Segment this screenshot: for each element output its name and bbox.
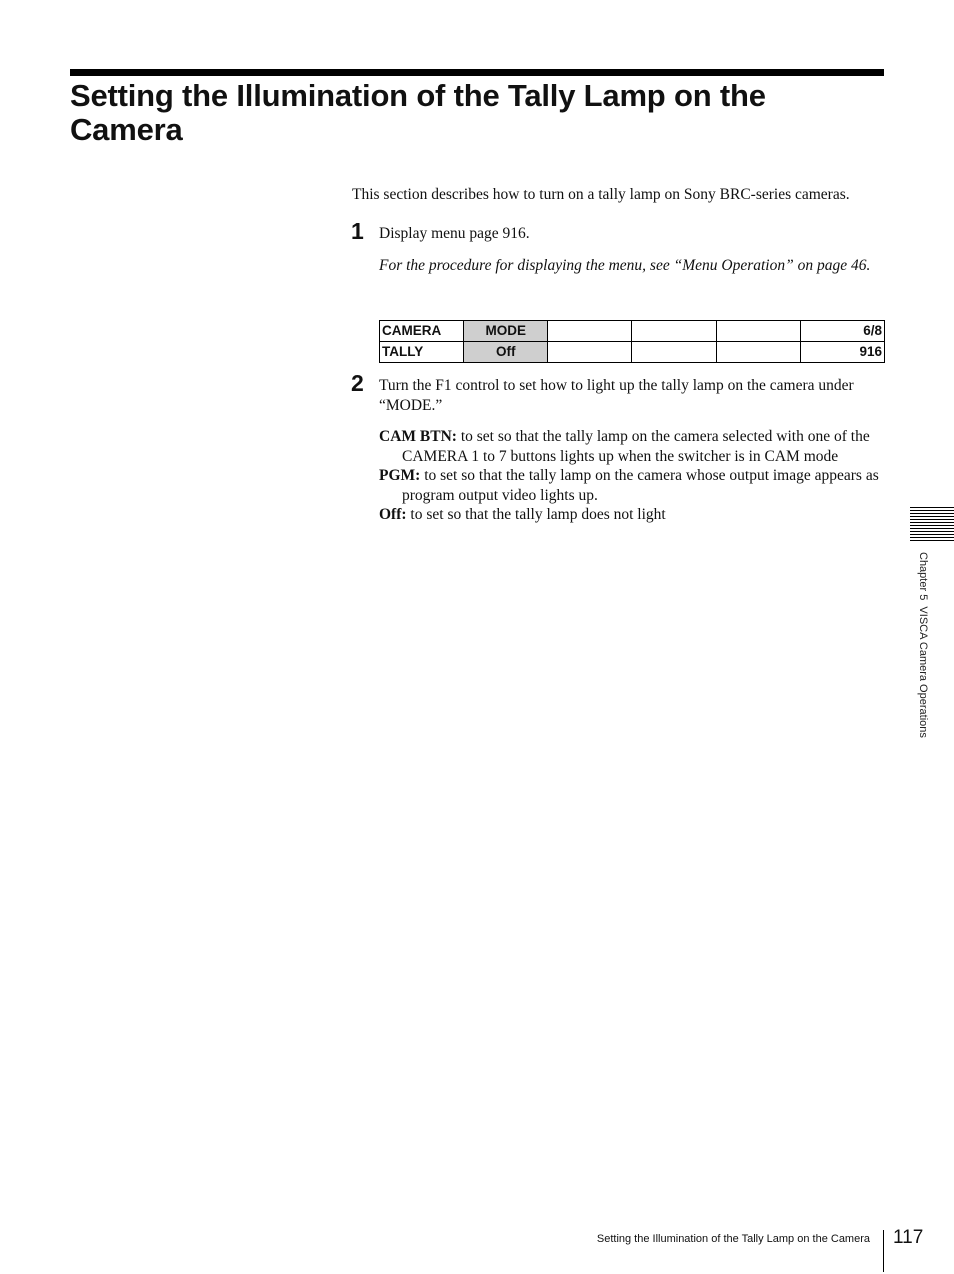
definition-term: PGM: — [379, 467, 421, 484]
menu-row-camera — [380, 321, 885, 342]
step-2-number: 2 — [351, 370, 364, 396]
step-1-text: Display menu page 916. — [379, 225, 530, 242]
menu-cell: CAMERA — [380, 321, 464, 342]
menu-page-indicator: 6/8 — [800, 321, 884, 342]
menu-cell — [548, 342, 632, 363]
menu-cell — [632, 342, 716, 363]
step-1-note: For the procedure for displaying the menu, see “Menu Operation” on page 46. — [379, 257, 871, 274]
chapter-side-label: Chapter 5 VISCA Camera Operations — [917, 552, 929, 738]
option-definitions — [379, 427, 885, 525]
step-2-text: Turn the F1 control to set how to light up the tally lamp on the camera under “MODE.” — [379, 377, 854, 414]
definition-text: to set so that the tally lamp does not light — [410, 506, 666, 523]
definition-term: Off: — [379, 506, 407, 523]
definition-text: to set so that the tally lamp on the camera whose output image appears as program output video lights up. — [402, 467, 879, 504]
definition-item — [379, 466, 885, 505]
intro-paragraph: This section describes how to turn on a tally lamp on Sony BRC-series cameras. — [352, 186, 850, 203]
menu-page-number: 916 — [800, 342, 884, 363]
footer-running-title: Setting the Illumination of the Tally Lamp on the Camera — [596, 1233, 870, 1245]
menu-cell-mode: MODE — [464, 321, 548, 342]
page-number: 117 — [893, 1227, 924, 1248]
definition-item — [379, 427, 885, 466]
definition-term: CAM BTN: — [379, 428, 457, 445]
step-1-number: 1 — [351, 218, 364, 244]
menu-cell — [548, 321, 632, 342]
menu-page-table — [379, 320, 885, 363]
title-rule — [70, 69, 884, 76]
menu-cell — [632, 321, 716, 342]
menu-cell: TALLY — [380, 342, 464, 363]
menu-cell — [716, 342, 800, 363]
page-title: Setting the Illumination of the Tally Lamp on the Camera — [70, 78, 766, 147]
definition-text: to set so that the tally lamp on the camera selected with one of the CAMERA 1 to 7 buttons lights up when the switcher is in CAM mode — [402, 428, 870, 465]
definition-item — [379, 505, 885, 525]
menu-row-tally — [380, 342, 885, 363]
menu-cell — [716, 321, 800, 342]
footer-divider — [883, 1230, 884, 1272]
chapter-thumb-tab — [910, 507, 954, 543]
menu-cell-value: Off — [464, 342, 548, 363]
